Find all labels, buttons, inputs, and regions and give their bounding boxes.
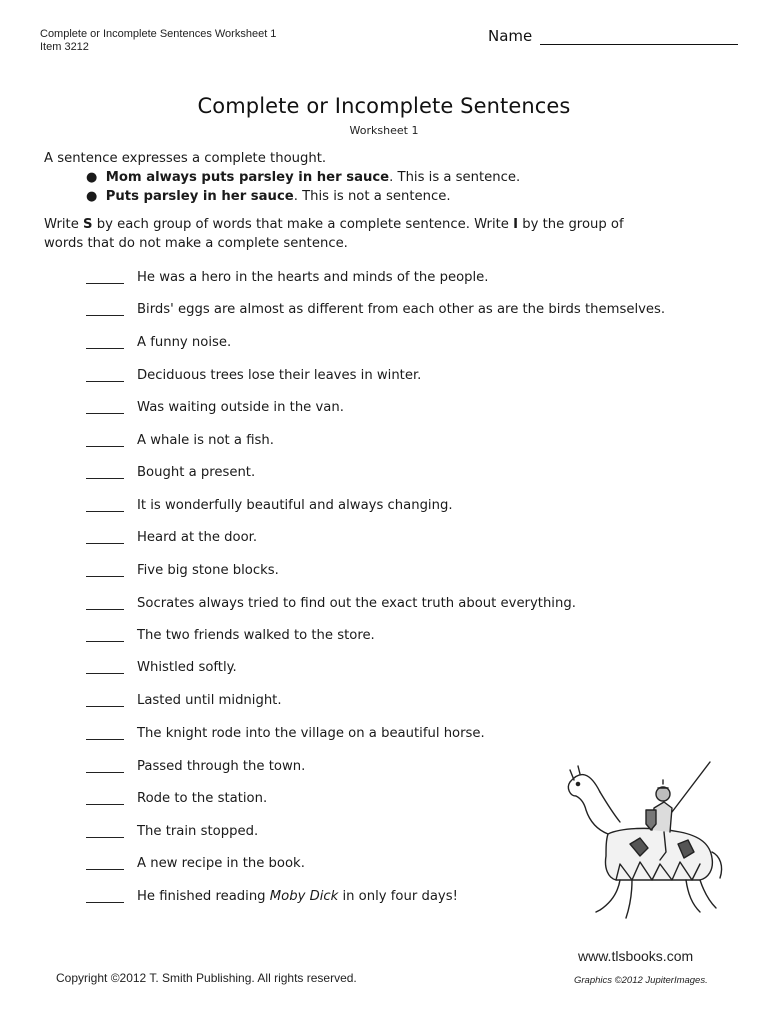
- answer-blank[interactable]: [86, 739, 124, 740]
- knight-on-horse-illustration: [560, 752, 730, 922]
- instructions-s-letter: S: [83, 217, 93, 232]
- item-text: Heard at the door.: [137, 530, 258, 545]
- bullet-dot-icon: ●: [86, 170, 98, 185]
- instructions-part: by each group of words that make a complete sentence. Write: [92, 217, 514, 232]
- answer-blank[interactable]: [86, 576, 124, 577]
- page-subtitle: Worksheet 1: [349, 124, 419, 137]
- item-text: Deciduous trees lose their leaves in winter.: [137, 368, 422, 383]
- answer-blank[interactable]: [86, 706, 124, 707]
- bullet-example-fragment: [86, 189, 451, 204]
- answer-blank[interactable]: [86, 673, 124, 674]
- instructions-part: by the group of: [518, 217, 624, 232]
- item-text: A funny noise.: [137, 335, 232, 350]
- bullet-rest-text: . This is a sentence.: [389, 170, 521, 185]
- item-text: Lasted until midnight.: [137, 693, 282, 708]
- item-text: He was a hero in the hearts and minds of the people.: [137, 270, 489, 285]
- bullet-rest-text: . This is not a sentence.: [293, 189, 451, 204]
- name-blank-line: [540, 30, 738, 45]
- answer-blank[interactable]: [86, 283, 124, 284]
- item-text: Bought a present.: [137, 465, 256, 480]
- instructions-part: Write: [44, 217, 84, 232]
- item-text: Was waiting outside in the van.: [137, 400, 344, 415]
- answer-blank[interactable]: [86, 641, 124, 642]
- answer-blank[interactable]: [86, 902, 124, 903]
- book-title: Moby Dick: [269, 889, 339, 904]
- bullet-bold-text: Puts parsley in her sauce: [105, 189, 294, 204]
- bullet-dot-icon: ●: [86, 189, 98, 204]
- item-text: The knight rode into the village on a beautiful horse.: [137, 726, 485, 741]
- item-text: Birds' eggs are almost as different from each other as are the birds themselves.: [137, 302, 666, 317]
- item-text: A whale is not a fish.: [137, 433, 274, 448]
- answer-blank[interactable]: [86, 381, 124, 382]
- item-text: The train stopped.: [137, 824, 259, 839]
- item-text: [137, 889, 458, 904]
- answer-blank[interactable]: [86, 446, 124, 447]
- instructions-line-2: words that do not make a complete sentence.: [44, 236, 348, 251]
- item-number: Item 3212: [40, 41, 89, 53]
- name-label: Name: [488, 27, 533, 45]
- page-title: Complete or Incomplete Sentences: [197, 94, 571, 118]
- answer-blank[interactable]: [86, 348, 124, 349]
- item-text-part: He finished reading: [137, 889, 270, 904]
- answer-blank[interactable]: [86, 315, 124, 316]
- answer-blank[interactable]: [86, 609, 124, 610]
- intro-statement: A sentence expresses a complete thought.: [44, 151, 327, 166]
- item-text-part: in only four days!: [338, 889, 458, 904]
- item-text: Rode to the station.: [137, 791, 268, 806]
- bullet-bold-text: Mom always puts parsley in her sauce: [105, 170, 390, 185]
- name-field: [488, 27, 738, 45]
- instructions-i-letter: I: [513, 217, 519, 232]
- item-text: Whistled softly.: [137, 660, 237, 675]
- answer-blank[interactable]: [86, 804, 124, 805]
- copyright-text: Copyright ©2012 T. Smith Publishing. All rights reserved.: [56, 971, 357, 985]
- website-link[interactable]: www.tlsbooks.com: [578, 948, 694, 964]
- item-text: Five big stone blocks.: [137, 563, 279, 578]
- instructions-line-1: [44, 217, 624, 232]
- graphics-credit: Graphics ©2012 JupiterImages.: [574, 975, 708, 986]
- item-text: It is wonderfully beautiful and always changing.: [137, 498, 453, 513]
- item-text: The two friends walked to the store.: [137, 628, 375, 643]
- answer-blank[interactable]: [86, 837, 124, 838]
- answer-blank[interactable]: [86, 478, 124, 479]
- worksheet-id-line: Complete or Incomplete Sentences Worksheet 1: [40, 28, 277, 40]
- item-text: Socrates always tried to find out the exact truth about everything.: [137, 596, 576, 611]
- item-text: A new recipe in the book.: [137, 856, 305, 871]
- answer-blank[interactable]: [86, 869, 124, 870]
- bullet-example-sentence: [86, 170, 520, 185]
- answer-blank[interactable]: [86, 413, 124, 414]
- item-text: Passed through the town.: [137, 759, 306, 774]
- answer-blank[interactable]: [86, 772, 124, 773]
- answer-blank[interactable]: [86, 543, 124, 544]
- answer-blank[interactable]: [86, 511, 124, 512]
